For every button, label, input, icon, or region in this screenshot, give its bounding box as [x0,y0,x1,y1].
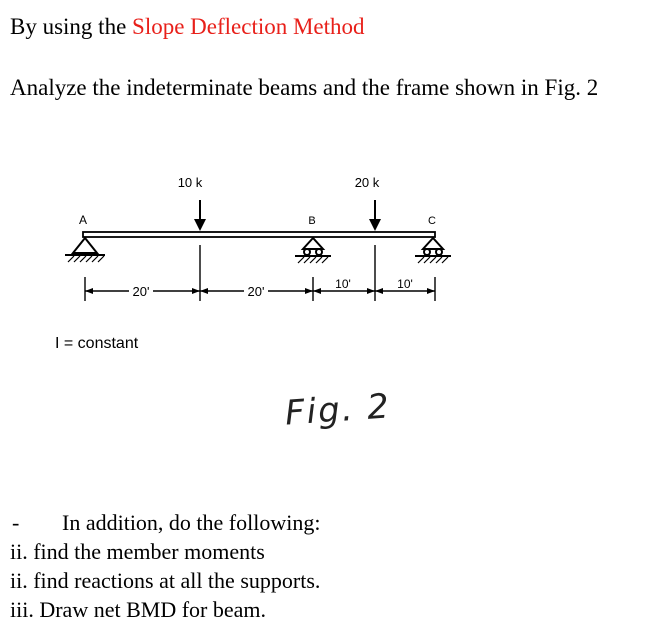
task-intro [10,508,320,537]
task-item: iii. Draw net BMD for beam. [10,597,266,622]
task-item: ii. find reactions at all the supports. [10,568,321,593]
task-list [10,508,320,624]
roller-support-b [295,238,331,263]
method-name: Slope Deflection Method [132,14,365,39]
span-ab1: 20' [132,284,150,299]
task-dash: - [12,510,20,535]
load-label-10k: 10 k [177,175,203,190]
beam [83,232,435,237]
span-bc1: 10' [335,277,351,291]
support-label-b: B [308,215,316,227]
span-bc2: 10' [397,277,413,291]
pin-support-a [65,238,105,262]
load-label-20k: 20 k [354,175,380,190]
beam-diagram [55,165,495,465]
task-intro-text: In addition, do the following: [62,510,321,535]
instruction-text: Analyze the indeterminate beams and the frame shown in Fig. 2 [10,75,599,100]
fig-label: Fig. 2 [283,386,393,434]
title-line [10,14,365,40]
support-label-a: A [78,213,88,227]
property-note: I = constant [55,335,139,352]
support-label-c: C [428,215,436,227]
task-item: ii. find the member moments [10,539,265,564]
load-arrow-10k [194,200,206,231]
span-ab2: 20' [247,284,265,299]
title-prefix: By using the [10,14,127,39]
roller-support-c [415,238,451,263]
beam-figure [55,165,495,465]
load-arrow-20k [369,200,381,231]
